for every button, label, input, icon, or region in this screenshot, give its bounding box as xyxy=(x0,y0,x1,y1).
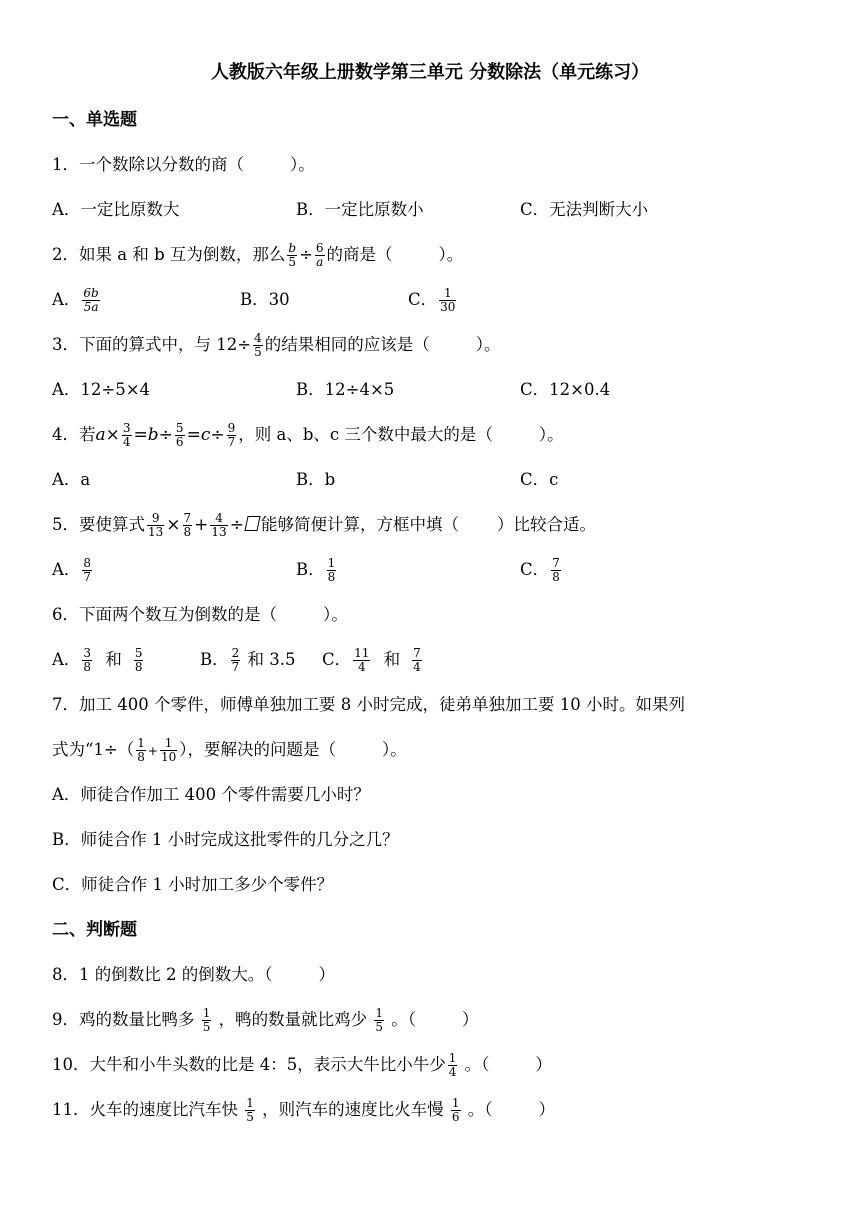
fraction: $\frac{7}{4}$ xyxy=(413,646,421,674)
q5-option-b: B． $\frac{1}{8}$ xyxy=(296,556,336,584)
section-heading-single-choice: 一、单选题 xyxy=(52,110,137,130)
q3-option-c: C．12×0.4 xyxy=(520,380,611,399)
q3-option-a: A．12÷5×4 xyxy=(52,380,151,399)
fraction: $\frac{11}{4}$ xyxy=(354,646,370,674)
fraction: $\frac{4}{13}$ xyxy=(211,511,227,539)
q6-option-a: A． $\frac{3}{8}$ 和 $\frac{5}{8}$ xyxy=(52,646,143,674)
q2-option-a: A． $\frac{6b}{5a}$ xyxy=(52,286,99,314)
fraction: $\frac{2}{7}$ xyxy=(231,646,240,674)
q1-option-b: B．一定比原数小 xyxy=(296,200,424,219)
q3-option-b: B．12÷4×5 xyxy=(296,380,395,399)
page-title: 人教版六年级上册数学第三单元 分数除法（单元练习） xyxy=(210,62,650,83)
q1-option-c: C．无法判断大小 xyxy=(520,200,649,219)
answer-box xyxy=(244,516,260,531)
q7-option-c: C．师徒合作 1 小时加工多少个零件？ xyxy=(52,875,334,894)
fraction: $\frac{1}{4}$ xyxy=(448,1051,457,1079)
fraction: $\frac{1}{30}$ xyxy=(440,286,456,314)
question-5: 5．要使算式 $\frac{9}{13}$ × $\frac{7}{8}$ + $\frac{4}{13}$ ÷ 能够简便计算，方框中填（ ）比较合适。 xyxy=(52,511,596,539)
q7-option-a: A．师徒合作加工 400 个零件需要几小时？ xyxy=(52,785,370,804)
q2-option-b: B．30 xyxy=(240,290,290,309)
fraction: $\frac{3}{4}$ xyxy=(122,421,131,449)
q4-option-b: B．b xyxy=(296,470,336,489)
fraction: $\frac{9}{7}$ xyxy=(227,421,236,449)
q4-option-c: C．c xyxy=(520,470,559,489)
question-11: 11．火车的速度比汽车快 $\frac{1}{5}$ ，则汽车的速度比火车慢 $\frac{1}{6}$ 。（ ） xyxy=(52,1096,556,1124)
fraction: $\frac{1}{5}$ xyxy=(202,1006,211,1034)
fraction: $\frac{7}{8}$ xyxy=(552,556,560,584)
question-1: 1．一个数除以分数的商（ ）。 xyxy=(52,155,315,174)
fraction: $\frac{1}{8}$ xyxy=(137,736,145,764)
q7-option-b: B．师徒合作 1 小时完成这批零件的几分之几？ xyxy=(52,830,399,849)
fraction: $\frac{4}{5}$ xyxy=(254,331,262,359)
question-8: 8．1 的倒数比 2 的倒数大。（ ） xyxy=(52,965,335,984)
question-10: 10．大牛和小牛头数的比是 4：5，表示大牛比小牛少 $\frac{1}{4}$ 。（ ） xyxy=(52,1051,552,1079)
q1-option-a: A．一定比原数大 xyxy=(52,200,180,219)
fraction: $\frac{1}{5}$ xyxy=(246,1096,254,1124)
question-7-line-2: 式为“1÷（ $\frac{1}{8}$ + $\frac{1}{10}$ ），要解决的问题是（ ）。 xyxy=(52,736,407,764)
question-9: 9．鸡的数量比鸭多 $\frac{1}{5}$ ，鸭的数量就比鸡少 $\frac{1}{5}$ 。（ ） xyxy=(52,1006,479,1034)
fraction: $\frac{6b}{5a}$ xyxy=(83,286,99,314)
fraction: $\frac{5}{6}$ xyxy=(175,421,184,449)
question-6: 6．下面两个数互为倒数的是（ ）。 xyxy=(52,605,348,624)
fraction: $\frac{b}{5}$ xyxy=(288,241,297,269)
q2-option-c: C． $\frac{1}{30}$ xyxy=(408,286,456,314)
question-2: 2．如果 a 和 b 互为倒数，那么 $\frac{b}{5}$ ÷ $\frac{6}{a}$ 的商是（ ）。 xyxy=(52,241,464,269)
q6-option-c: C． $\frac{11}{4}$ 和 $\frac{7}{4}$ xyxy=(322,646,421,674)
fraction: $\frac{1}{10}$ xyxy=(160,736,177,764)
fraction: $\frac{1}{6}$ xyxy=(451,1096,460,1124)
fraction: $\frac{3}{8}$ xyxy=(83,646,92,674)
q5-option-c: C． $\frac{7}{8}$ xyxy=(520,556,560,584)
fraction: $\frac{5}{8}$ xyxy=(134,646,143,674)
question-3: 3．下面的算式中，与 12÷ $\frac{4}{5}$ 的结果相同的应该是（ ）。 xyxy=(52,331,501,359)
fraction: $\frac{8}{7}$ xyxy=(83,556,92,584)
question-7-line-1: 7．加工 400 个零件，师傅单独加工要 8 小时完成，徒弟单独加工要 10 小时。如果列 xyxy=(52,695,685,714)
fraction: $\frac{7}{8}$ xyxy=(183,511,192,539)
fraction: $\frac{6}{a}$ xyxy=(315,241,324,269)
fraction: $\frac{1}{8}$ xyxy=(327,556,336,584)
q4-option-a: A．a xyxy=(52,470,91,489)
q5-option-a: A． $\frac{8}{7}$ xyxy=(52,556,92,584)
q6-option-b: B． $\frac{2}{7}$ 和 3.5 xyxy=(200,646,296,674)
question-4: 4．若a× $\frac{3}{4}$ =b÷ $\frac{5}{6}$ =c÷ $\frac{9}{7}$ ，则 a、b、c 三个数中最大的是（ ）。 xyxy=(52,421,564,449)
fraction: $\frac{1}{5}$ xyxy=(375,1006,384,1034)
fraction: $\frac{9}{13}$ xyxy=(148,511,164,539)
section-heading-true-false: 二、判断题 xyxy=(52,920,137,940)
